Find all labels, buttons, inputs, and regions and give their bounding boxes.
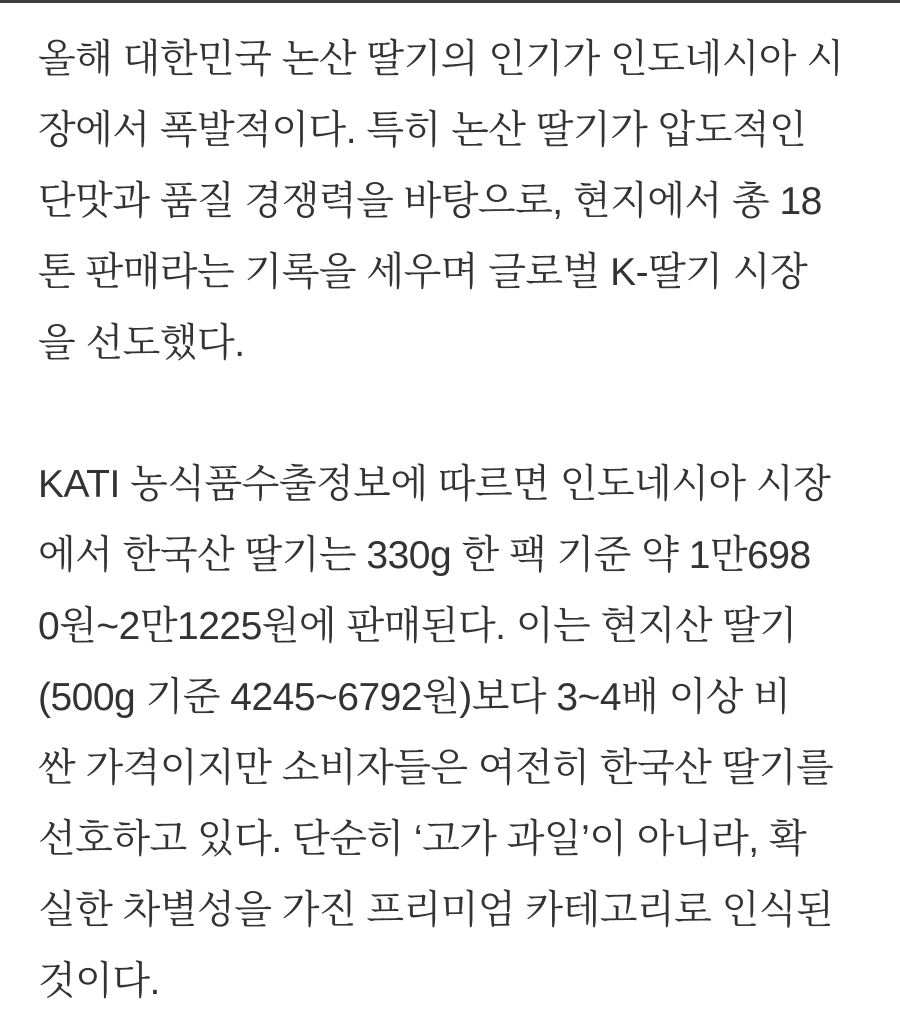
text-line: 것이다. [38, 960, 160, 1003]
text-line: KATI 농식품수출정보에 따르면 인도네시아 시장 [38, 463, 831, 506]
top-divider [0, 0, 900, 3]
text-line: 올해 대한민국 논산 딸기의 인기가 인도네시아 시 [38, 38, 844, 81]
article-body [0, 24, 900, 1017]
paragraph-2 [38, 449, 870, 1017]
text-line: 싼 가격이지만 소비자들은 여전히 한국산 딸기를 [38, 747, 834, 790]
text-line: 에서 한국산 딸기는 330g 한 팩 기준 약 1만698 [38, 534, 811, 577]
text-line: 실한 차별성을 가진 프리미엄 카테고리로 인식된 [38, 889, 834, 932]
text-line: 장에서 폭발적이다. 특히 논산 딸기가 압도적인 [38, 109, 807, 152]
text-line: 단맛과 품질 경쟁력을 바탕으로, 현지에서 총 18 [38, 180, 822, 223]
text-line: 톤 판매라는 기록을 세우며 글로벌 K-딸기 시장 [38, 251, 808, 294]
paragraph-1 [38, 24, 870, 379]
text-line: 0원~2만1225원에 판매된다. 이는 현지산 딸기 [38, 605, 797, 648]
text-line: (500g 기준 4245~6792원)보다 3~4배 이상 비 [38, 676, 791, 719]
text-line: 선호하고 있다. 단순히 ‘고가 과일’이 아니라, 확 [38, 818, 807, 861]
text-line: 을 선도했다. [38, 322, 245, 365]
